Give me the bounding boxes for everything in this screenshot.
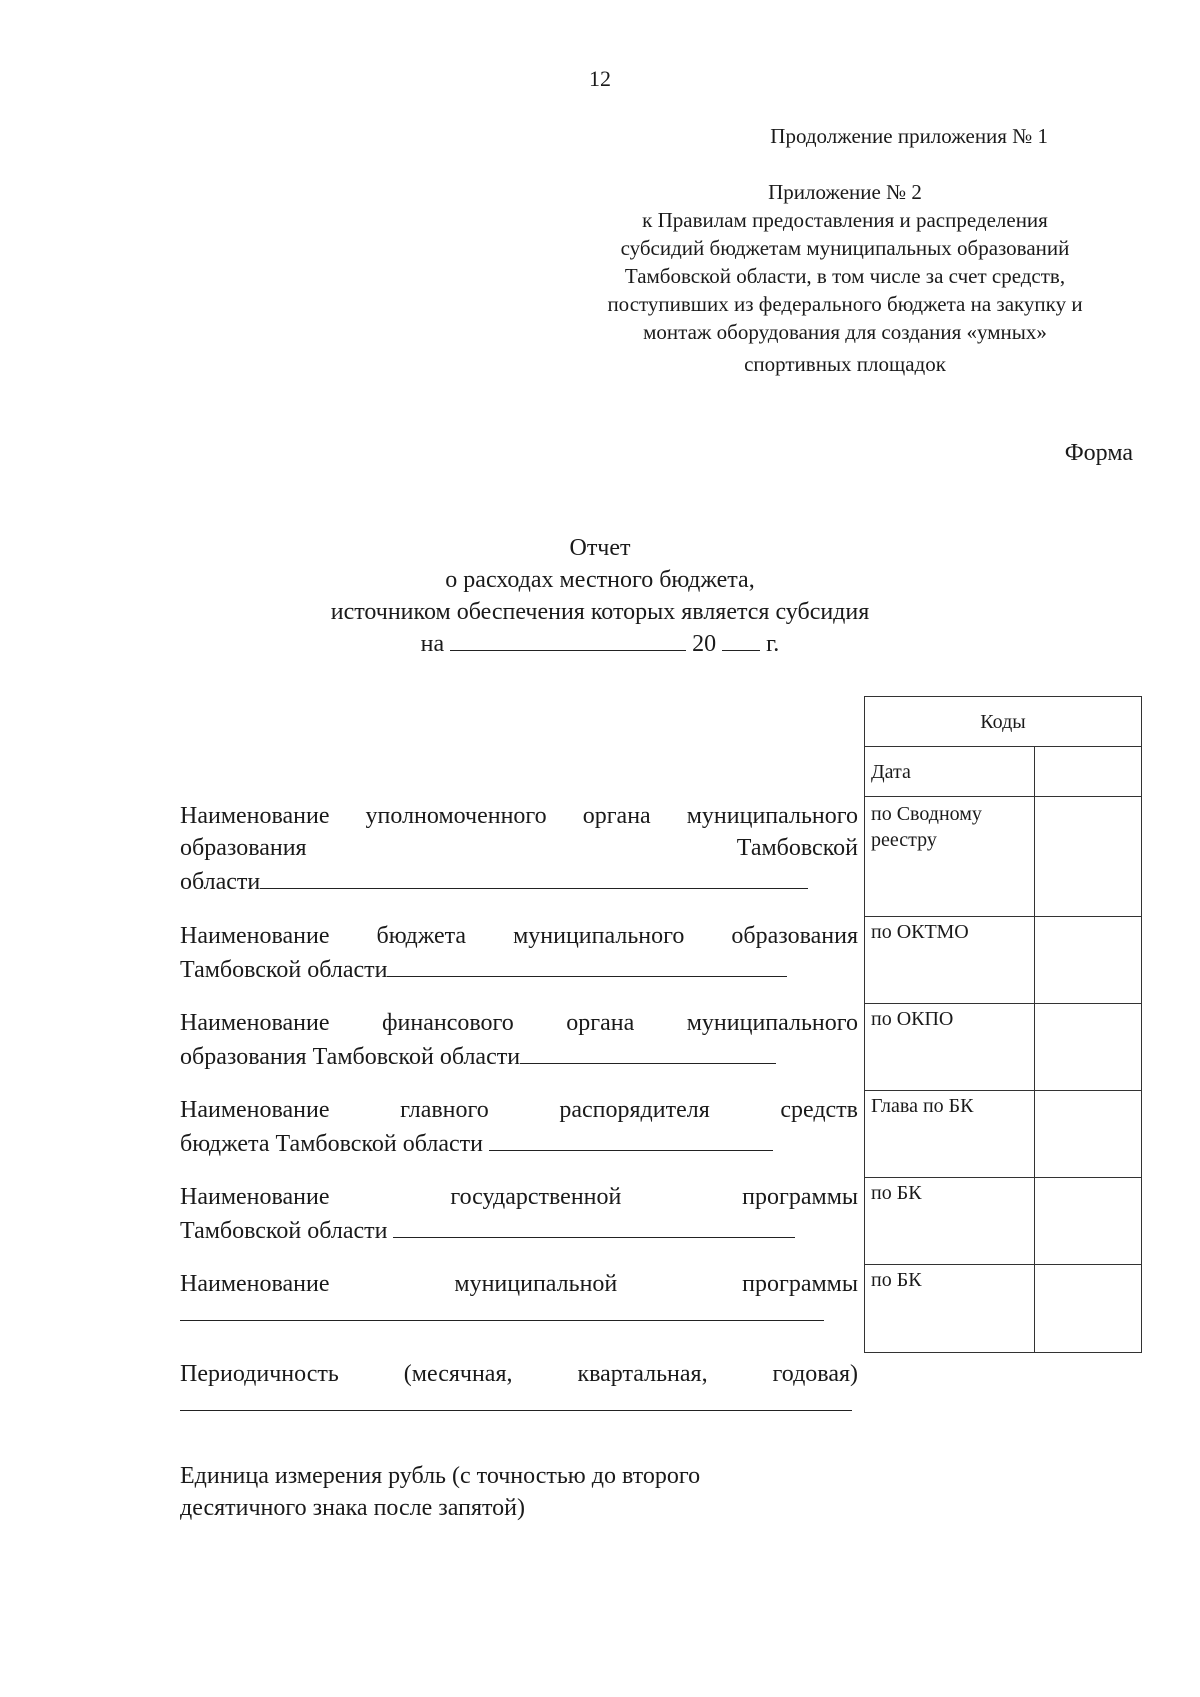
field-blank[interactable]: [387, 952, 787, 977]
code-label: Дата: [865, 747, 1035, 797]
code-value[interactable]: [1035, 1004, 1142, 1091]
unit-of-measure: [180, 1460, 700, 1524]
field-label-last: Тамбовской области: [180, 952, 858, 986]
code-value[interactable]: [1035, 1265, 1142, 1353]
code-value[interactable]: [1035, 917, 1142, 1004]
field-label-last: Тамбовской области: [180, 1213, 858, 1247]
appendix-line: субсидий бюджетам муниципальных образований: [620, 236, 1070, 260]
field-blank[interactable]: [520, 1039, 776, 1064]
code-label: Глава по БК: [865, 1091, 1035, 1178]
field-chief-administrator: [180, 1094, 858, 1160]
appendix-continuation: Продолжение приложения № 1: [770, 124, 1048, 148]
appendix-line: монтаж оборудования для создания «умных»: [643, 320, 1047, 344]
appendix-line: Тамбовской области, в том числе за счет средств,: [624, 264, 1066, 288]
appendix-block: [560, 178, 1130, 378]
field-label: Наименование уполномоченного органа муниципального образования Тамбовской: [180, 803, 858, 861]
field-blank[interactable]: [393, 1213, 795, 1238]
date-suffix: г.: [766, 631, 780, 657]
date-blank[interactable]: [450, 628, 686, 651]
report-date-line: [0, 628, 1200, 660]
field-finance-body: [180, 1007, 858, 1073]
code-label: по БК: [865, 1265, 1035, 1353]
page-number: 12: [589, 66, 611, 91]
form-label: Форма: [1064, 440, 1133, 466]
field-label: Наименование государственной программы: [180, 1184, 858, 1210]
appendix-line: поступивших из федерального бюджета на закупку и: [607, 292, 1083, 316]
field-label-last: образования Тамбовской области: [180, 1039, 858, 1073]
field-blank[interactable]: [180, 1300, 824, 1321]
report-title: [0, 532, 1200, 660]
codes-table: [864, 696, 1142, 1353]
field-label: Наименование бюджета муниципального образования: [180, 923, 858, 949]
code-value[interactable]: [1035, 747, 1142, 797]
appendix-line: к Правилам предоставления и распределения: [642, 208, 1048, 232]
field-label-last: бюджета Тамбовской области: [180, 1126, 858, 1160]
field-blank[interactable]: [260, 864, 808, 889]
field-periodicity: [180, 1358, 858, 1411]
field-budget-name: [180, 920, 858, 986]
unit-line: десятичного знака после запятой): [180, 1495, 525, 1521]
year-blank[interactable]: [722, 628, 760, 651]
code-value[interactable]: [1035, 797, 1142, 917]
field-blank[interactable]: [180, 1390, 852, 1411]
unit-line: Единица измерения рубль (с точностью до второго: [180, 1463, 701, 1489]
codes-header: Коды: [865, 697, 1142, 747]
code-value[interactable]: [1035, 1091, 1142, 1178]
field-label: Наименование муниципальной программы: [180, 1271, 858, 1297]
appendix-line: спортивных площадок: [744, 352, 946, 376]
date-prefix: на: [420, 631, 445, 657]
code-value[interactable]: [1035, 1178, 1142, 1265]
report-subtitle-line: источником обеспечения которых является субсидия: [330, 599, 870, 625]
field-label-last: области: [180, 864, 858, 898]
appendix-line: Приложение № 2: [768, 180, 922, 204]
code-label: по ОКПО: [865, 1004, 1035, 1091]
field-label: Наименование главного распорядителя средств: [180, 1097, 858, 1123]
code-label: по Сводному реестру: [865, 797, 1035, 917]
code-label: по БК: [865, 1178, 1035, 1265]
field-label: Периодичность (месячная, квартальная, годовая): [180, 1361, 858, 1387]
field-state-program: [180, 1181, 858, 1247]
field-municipal-program: [180, 1268, 858, 1321]
date-year: 20: [692, 631, 717, 657]
field-label: Наименование финансового органа муниципального: [180, 1010, 858, 1036]
report-subtitle-line: о расходах местного бюджета,: [445, 567, 755, 593]
field-blank[interactable]: [489, 1126, 773, 1151]
report-title-word: Отчет: [569, 535, 631, 561]
field-authorized-body: [180, 800, 858, 898]
code-label: по ОКТМО: [865, 917, 1035, 1004]
